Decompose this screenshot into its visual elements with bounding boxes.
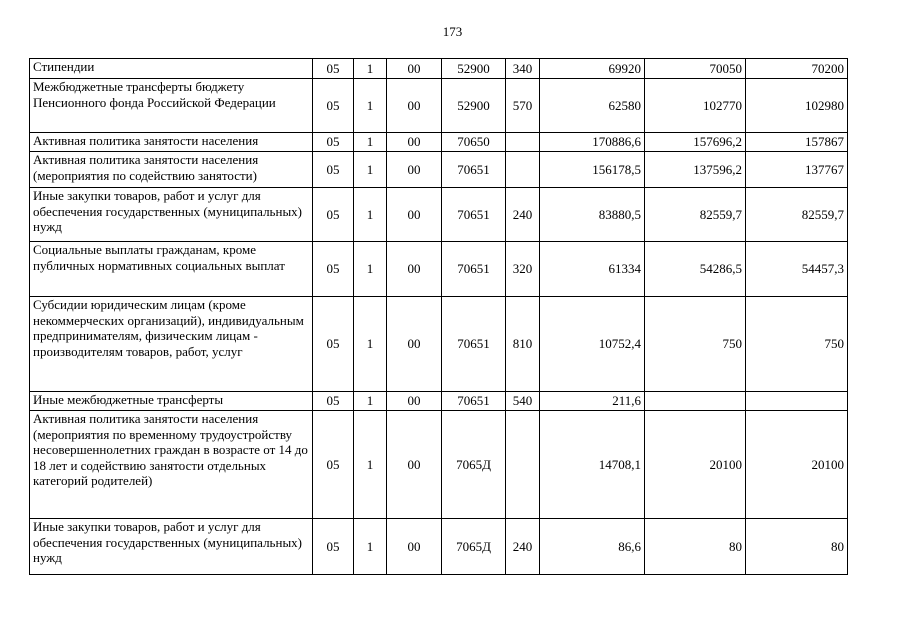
table-row: [30, 519, 848, 575]
row-name: Активная политика занятости населения: [30, 133, 313, 152]
amount-1: 62580: [540, 79, 645, 133]
section-code: 05: [313, 59, 354, 79]
amount-1: 156178,5: [540, 152, 645, 188]
row-name: Активная политика занятости населения (мероприятия по временному трудоустройству несовершеннолетних граждан в возрасте от 14 до 18 лет и содействию занятости отдельных категорий родителей): [30, 411, 313, 519]
amount-3: 102980: [746, 79, 848, 133]
table-row: [30, 133, 848, 152]
amount-1: 69920: [540, 59, 645, 79]
section-code: 05: [313, 411, 354, 519]
program-code: 00: [387, 133, 442, 152]
article-code: 70651: [442, 297, 506, 392]
amount-3: 750: [746, 297, 848, 392]
program-code: 00: [387, 242, 442, 297]
amount-3: 20100: [746, 411, 848, 519]
subsection-code: 1: [354, 59, 387, 79]
amount-2: [645, 392, 746, 411]
amount-1: 83880,5: [540, 188, 645, 242]
amount-1: 10752,4: [540, 297, 645, 392]
amount-1: 211,6: [540, 392, 645, 411]
row-name: Иные закупки товаров, работ и услуг для обеспечения государственных (муниципальных) нужд: [30, 519, 313, 575]
row-name: Субсидии юридическим лицам (кроме некоммерческих организаций), индивидуальным предпринимателям, физическим лицам - производителям товаров, работ, услуг: [30, 297, 313, 392]
article-code: 70651: [442, 392, 506, 411]
budget-table: [29, 58, 848, 575]
program-code: 00: [387, 392, 442, 411]
table-row: [30, 392, 848, 411]
program-code: 00: [387, 79, 442, 133]
row-name: Стипендии: [30, 59, 313, 79]
subsection-code: 1: [354, 79, 387, 133]
amount-2: 137596,2: [645, 152, 746, 188]
amount-1: 61334: [540, 242, 645, 297]
expense-type-code: [506, 411, 540, 519]
amount-2: 80: [645, 519, 746, 575]
expense-type-code: 320: [506, 242, 540, 297]
program-code: 00: [387, 411, 442, 519]
section-code: 05: [313, 79, 354, 133]
amount-3: 157867: [746, 133, 848, 152]
expense-type-code: [506, 133, 540, 152]
amount-2: 82559,7: [645, 188, 746, 242]
subsection-code: 1: [354, 297, 387, 392]
expense-type-code: 540: [506, 392, 540, 411]
expense-type-code: 570: [506, 79, 540, 133]
article-code: 70651: [442, 188, 506, 242]
program-code: 00: [387, 297, 442, 392]
table-row: [30, 188, 848, 242]
row-name: Иные межбюджетные трансферты: [30, 392, 313, 411]
page-number: 173: [442, 24, 463, 39]
article-code: 70651: [442, 242, 506, 297]
section-code: 05: [313, 519, 354, 575]
expense-type-code: 810: [506, 297, 540, 392]
amount-3: 137767: [746, 152, 848, 188]
amount-3: 82559,7: [746, 188, 848, 242]
row-name: Иные закупки товаров, работ и услуг для обеспечения государственных (муниципальных) нужд: [30, 188, 313, 242]
section-code: 05: [313, 242, 354, 297]
article-code: 70651: [442, 152, 506, 188]
expense-type-code: 240: [506, 188, 540, 242]
article-code: 52900: [442, 59, 506, 79]
amount-2: 102770: [645, 79, 746, 133]
amount-2: 157696,2: [645, 133, 746, 152]
table-row: [30, 411, 848, 519]
section-code: 05: [313, 133, 354, 152]
amount-3: 80: [746, 519, 848, 575]
table-row: [30, 152, 848, 188]
program-code: 00: [387, 152, 442, 188]
section-code: 05: [313, 188, 354, 242]
subsection-code: 1: [354, 242, 387, 297]
row-name: Социальные выплаты гражданам, кроме публичных нормативных социальных выплат: [30, 242, 313, 297]
amount-1: 86,6: [540, 519, 645, 575]
amount-1: 170886,6: [540, 133, 645, 152]
expense-type-code: 340: [506, 59, 540, 79]
row-name: Межбюджетные трансферты бюджету Пенсионного фонда Российской Федерации: [30, 79, 313, 133]
program-code: 00: [387, 519, 442, 575]
amount-3: [746, 392, 848, 411]
expense-type-code: 240: [506, 519, 540, 575]
amount-2: 54286,5: [645, 242, 746, 297]
amount-2: 750: [645, 297, 746, 392]
amount-1: 14708,1: [540, 411, 645, 519]
article-code: 7065Д: [442, 411, 506, 519]
table-row: [30, 242, 848, 297]
section-code: 05: [313, 392, 354, 411]
amount-2: 20100: [645, 411, 746, 519]
subsection-code: 1: [354, 188, 387, 242]
subsection-code: 1: [354, 519, 387, 575]
table-row: [30, 297, 848, 392]
table-row: [30, 59, 848, 79]
expense-type-code: [506, 152, 540, 188]
table-row: [30, 79, 848, 133]
row-name: Активная политика занятости населения (мероприятия по содействию занятости): [30, 152, 313, 188]
article-code: 7065Д: [442, 519, 506, 575]
amount-2: 70050: [645, 59, 746, 79]
amount-3: 54457,3: [746, 242, 848, 297]
subsection-code: 1: [354, 133, 387, 152]
program-code: 00: [387, 188, 442, 242]
subsection-code: 1: [354, 152, 387, 188]
subsection-code: 1: [354, 392, 387, 411]
article-code: 70650: [442, 133, 506, 152]
section-code: 05: [313, 152, 354, 188]
program-code: 00: [387, 59, 442, 79]
amount-3: 70200: [746, 59, 848, 79]
article-code: 52900: [442, 79, 506, 133]
section-code: 05: [313, 297, 354, 392]
subsection-code: 1: [354, 411, 387, 519]
